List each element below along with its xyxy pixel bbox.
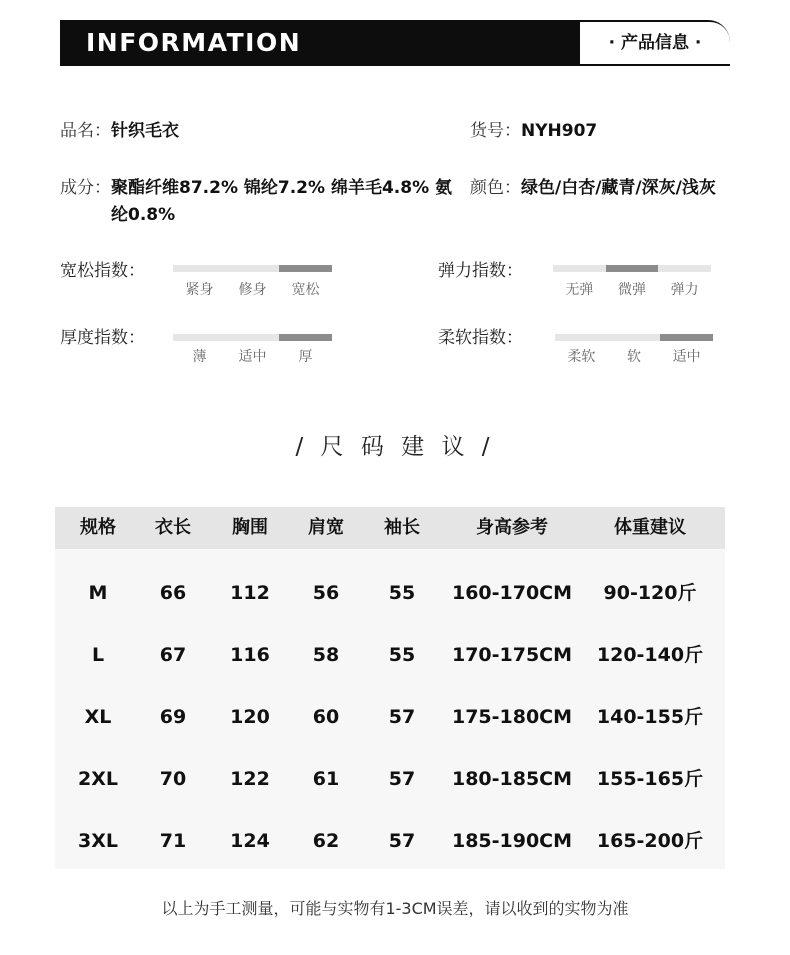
size-table-header-cell: 体重建议 — [614, 517, 686, 538]
size-table-header-cell: 衣长 — [155, 517, 191, 538]
size-table-cell: 57 — [388, 706, 416, 728]
index-option: 适中 — [238, 349, 267, 365]
product-color-value: 绿色/白杏/藏青/深灰/浅灰 — [521, 178, 716, 198]
measurement-note: 以上为手工测量，可能与实物有1-3CM误差，请以收到的实物为准 — [161, 899, 629, 918]
product-color — [470, 175, 716, 202]
index-softness-label: 柔软指数： — [438, 328, 523, 348]
size-table-cell: 2XL — [78, 768, 118, 790]
product-sku-label: 货号： — [470, 121, 521, 141]
size-table-header-cell: 规格 — [80, 517, 116, 538]
size-table-cell: 140-155斤 — [596, 706, 704, 728]
index-thickness-fill — [279, 334, 332, 341]
product-name — [60, 118, 179, 145]
size-table-cell: 60 — [312, 706, 340, 728]
size-table-cell: 185-190CM — [451, 830, 573, 852]
banner-tag: · 产品信息 · — [580, 22, 730, 64]
index-option: 宽松 — [291, 282, 320, 298]
size-table-cell: 160-170CM — [451, 582, 573, 604]
size-table-cell: L — [91, 644, 105, 666]
size-table-cell: 155-165斤 — [596, 768, 704, 790]
size-table-cell: 55 — [388, 644, 416, 666]
product-name-label: 品名： — [60, 121, 111, 141]
size-table-cell: 69 — [159, 706, 187, 728]
index-thickness-track — [173, 334, 332, 341]
size-table-header-cell: 袖长 — [384, 517, 420, 538]
size-table-cell: 70 — [159, 768, 187, 790]
size-table-cell: 55 — [388, 582, 416, 604]
index-fit-track — [173, 265, 332, 272]
banner-title: INFORMATION — [86, 28, 302, 57]
size-table-header-cell: 胸围 — [232, 517, 268, 538]
size-table-cell: 124 — [230, 830, 270, 852]
index-elasticity-label: 弹力指数： — [438, 261, 523, 281]
size-table-cell: M — [88, 582, 108, 604]
product-composition-value: 聚酯纤维87.2% 锦纶7.2% 绵羊毛4.8% 氨纶0.8% — [111, 178, 453, 225]
product-composition — [60, 175, 460, 229]
size-table-cell: 112 — [230, 582, 270, 604]
size-table-cell: 58 — [312, 644, 340, 666]
index-elasticity-track — [553, 265, 711, 272]
product-sku — [470, 118, 597, 145]
index-elasticity-fill — [606, 265, 659, 272]
size-table-cell: 57 — [388, 830, 416, 852]
size-table-cell: 3XL — [78, 830, 118, 852]
product-sku-value: NYH907 — [521, 121, 598, 141]
index-option: 修身 — [238, 282, 267, 298]
product-color-label: 颜色： — [470, 178, 521, 198]
size-table-cell: 56 — [312, 582, 340, 604]
info-banner — [60, 20, 730, 66]
index-option: 微弹 — [618, 282, 646, 298]
product-name-value: 针织毛衣 — [111, 121, 179, 141]
index-softness-track — [555, 334, 713, 341]
index-option: 紧身 — [185, 282, 214, 298]
size-table-header — [55, 507, 725, 549]
size-table-cell: 170-175CM — [451, 644, 573, 666]
size-table — [55, 507, 725, 869]
size-table-cell: 116 — [230, 644, 270, 666]
index-option: 弹力 — [670, 282, 699, 298]
index-option: 软 — [627, 349, 641, 365]
size-table-cell: 90-120斤 — [603, 582, 697, 604]
index-fit-label: 宽松指数： — [60, 261, 145, 281]
index-option: 柔软 — [567, 349, 596, 365]
index-option: 厚 — [298, 349, 313, 365]
product-composition-label: 成分： — [60, 178, 111, 198]
size-table-cell: 61 — [312, 768, 340, 790]
index-softness-fill — [660, 334, 713, 341]
size-table-cell: 57 — [388, 768, 416, 790]
size-table-cell: 120 — [230, 706, 270, 728]
index-option: 无弹 — [565, 282, 594, 298]
size-table-cell: 180-185CM — [451, 768, 573, 790]
size-table-header-cell: 肩宽 — [308, 517, 344, 538]
size-table-cell: 62 — [312, 830, 340, 852]
index-fit-fill — [279, 265, 332, 272]
size-table-cell: 165-200斤 — [596, 830, 704, 852]
size-section-title: / 尺 码 建 议 / — [295, 434, 495, 460]
size-table-cell: 67 — [159, 644, 187, 666]
index-option: 薄 — [192, 349, 207, 365]
size-table-cell: 122 — [230, 768, 270, 790]
size-table-cell: XL — [84, 706, 112, 728]
size-table-header-cell: 身高参考 — [476, 517, 548, 538]
size-table-cell: 71 — [159, 830, 187, 852]
size-table-cell: 175-180CM — [451, 706, 573, 728]
size-table-cell: 66 — [159, 582, 187, 604]
index-option: 适中 — [672, 349, 701, 365]
index-thickness-label: 厚度指数： — [60, 328, 145, 348]
size-table-cell: 120-140斤 — [596, 644, 704, 666]
